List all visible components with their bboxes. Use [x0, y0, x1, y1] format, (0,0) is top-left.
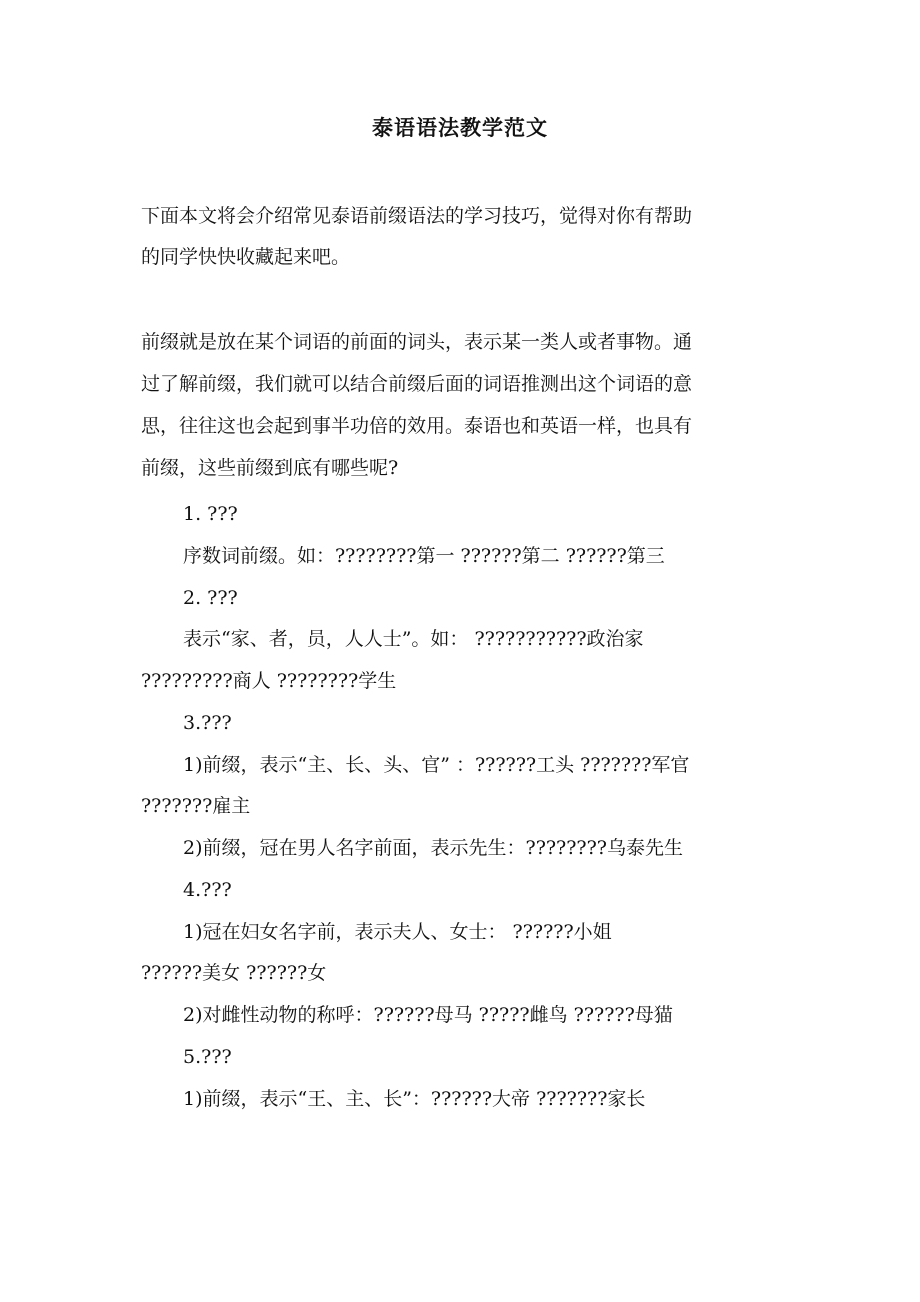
item-2-line-1: 表示“家、者，员，人人士”。如： ???????????政治家	[183, 628, 644, 650]
definition-line-3: 思，往往这也会起到事半功倍的效用。泰语也和英语一样，也具有	[141, 415, 693, 437]
item-2-line-2: ?????????商人 ????????学生	[141, 670, 397, 692]
item-3-line-1: 1)前缀，表示“主、长、头、官” ：??????工头 ???????军官	[183, 754, 690, 776]
definition-line-4: 前缀，这些前缀到底有哪些呢?	[141, 457, 399, 479]
intro-line-1: 下面本文将会介绍常见泰语前缀语法的学习技巧，觉得对你有帮助	[141, 205, 693, 227]
item-1-heading: 1. ???	[183, 503, 238, 525]
item-4-line-1: 1)冠在妇女名字前，表示夫人、女士： ??????小姐	[183, 921, 612, 943]
definition-line-2: 过了解前缀，我们就可以结合前缀后面的词语推测出这个词语的意	[141, 373, 693, 395]
item-4-line-2: ??????美女 ??????女	[141, 962, 327, 984]
item-5-line-1: 1)前缀，表示“王、主、长”：??????大帝 ???????家长	[183, 1088, 646, 1110]
item-4-line-3: 2)对雌性动物的称呼：??????母马 ?????雌鸟 ??????母猫	[183, 1004, 673, 1026]
definition-line-1: 前缀就是放在某个词语的前面的词头，表示某一类人或者事物。通	[141, 331, 693, 353]
item-1-line-1: 序数词前缀。如：????????第一 ??????第二 ??????第三	[183, 545, 665, 567]
item-3-heading: 3.???	[183, 712, 232, 734]
intro-line-2: 的同学快快收藏起来吧。	[141, 246, 351, 268]
item-2-heading: 2. ???	[183, 587, 238, 609]
document-title: 泰语语法教学范文	[372, 115, 548, 140]
item-3-line-3: 2)前缀，冠在男人名字前面，表示先生：????????乌泰先生	[183, 837, 683, 859]
item-3-line-2: ???????雇主	[141, 795, 251, 817]
item-5-heading: 5.???	[183, 1046, 232, 1068]
item-4-heading: 4.???	[183, 879, 232, 901]
